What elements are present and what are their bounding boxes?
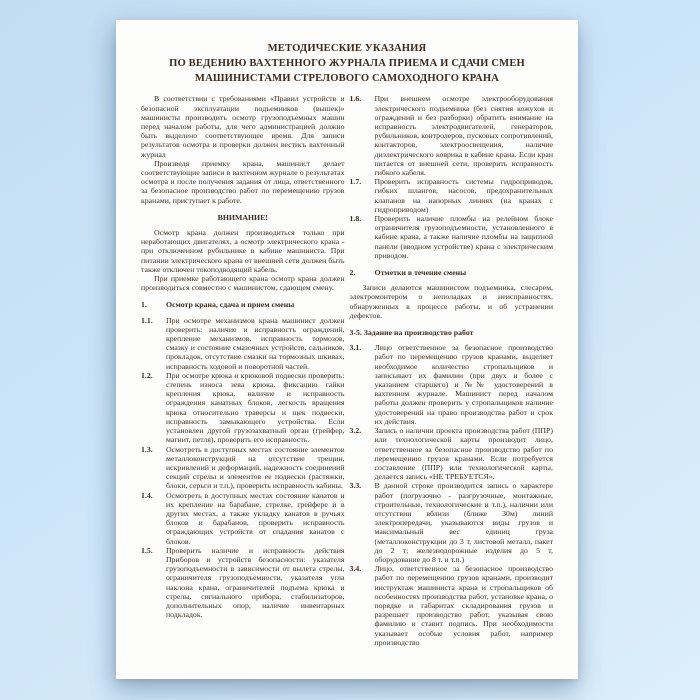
section-2-paragraph: Записи делаются машинистом подъемника, слесарем, электромонтером о неполадках и неисправностях, обнаруженных в процессе работы, и об устранении дефектов. — [349, 283, 553, 320]
clause-1-8 — [350, 214, 554, 260]
document-title — [141, 42, 553, 86]
intro-paragraph-2: Произведя приемку крана, машинист делает соответствующие записи в вахтенном журнале о результатах осмотра и после получения задания от лица, ответственного за безопасное производство работ по перемещению грузов кранами, приступает к работе. — [141, 158, 345, 205]
clause-number: 1.5. — [141, 545, 153, 555]
clause-number: 1.7. — [349, 177, 362, 187]
right-column — [350, 94, 554, 647]
clause-text: При осмотре механизмов крана машинист должен проверить: наличие и исправность ограждений, крепление механизмов, исправность тормозов, смазку и состояние смазочных устройств, сальников, прокладок, отсутствие смазки на тормозных шкивах, исправность ходовой и поворотной частей. — [166, 315, 345, 371]
clause-text: Лицо, ответственное за безопасное производство работ по перемещению грузов кранами, производит инструктаж машиниста крана и стропальщиков об особенностях производства работ, установке крана, о порядке и габаритах складирования грузов и разрешает производство работ, указывая свою фамилию и ставит подпись. При необходимости указывает особые условия работ, например производство — [374, 564, 553, 647]
clause-number: 1.2. — [141, 370, 153, 380]
clause-text: Осмотреть в доступных местах состояние элементов металлоконструкций на отсутствие трещин, искривлений и деформаций, надежность соединений секций стрелы и элементов ее подвески (растяжки, блоки, серьги и т.п.), проверить исправность кабины. — [166, 444, 345, 491]
attention-paragraph-1: Осмотр крана должен производиться только при неработающих двигателях, а осмотр электрического крана - при отключенном рубильнике в кабине машиниста. При питании электрического крана от внешней сети должен быть также отключен токоподводящий кабель. — [141, 228, 345, 274]
clause-text: При осмотре крюка и крюковой подвески проверить: степень износа зева крюка, фиксацию гайки крепления крюка, наличие и исправность ограждения канатных блоков, легкость вращения крюка относительно траверсы и щек подвески, исправность замыкающего устройства. Если установлен другой грузозахватный орган (грейфер, магнит, петля), проверить его исправность. — [166, 370, 345, 445]
clause-number: 1.3. — [141, 444, 153, 454]
attention-heading: ВНИМАНИЕ! — [217, 212, 268, 222]
clause-1-5 — [141, 546, 345, 620]
section-2-number: 2. — [349, 268, 356, 278]
clause-number: 3.3. — [349, 481, 362, 491]
section-2-heading — [350, 268, 554, 277]
clause-1-6 — [350, 94, 554, 177]
clause-text: Проверить наличие и исправность действия Приборов и устройств безопасности: указателя грузоподъемности в зависимости от вылета стрелы, ограничителя грузоподъемности, указателя угла наклона крана, ограничителей подъема крюка и стрелы, сигнального прибора, стабилизаторов, дополнительных опор, наличие инвентарных подкладок. — [166, 545, 345, 620]
title-line-3: МАШИНИСТАМИ СТРЕЛОВОГО САМОХОДНОГО КРАНА — [194, 72, 500, 84]
document-page — [116, 20, 578, 679]
clause-3-2 — [350, 426, 554, 481]
attention-paragraph-2: При приемке работающего крана осмотр крана должен производиться совместно с машинистом, сдающем смену. — [141, 274, 345, 293]
clause-1-1 — [141, 316, 345, 371]
clause-text: Осмотреть в доступных местах состояние канатов и их крепление на барабане, стрелке, грейфере и в других местах, а также укладку канатов в ручьях блоков и барабанов, проверить исправность ограждающих устройств от спадания канатов с блоков. — [166, 490, 345, 546]
clause-number: 3.2. — [349, 426, 362, 436]
clause-text: Лицо ответственное за безопасное производство работ по перемещению грузов кранами, выделяет необходимое количество стропальщиков и записывает их фамилии (при двух и более с указанием старшего) и №№ удостоверений в вахтенном журнале. Машинист перед началом работы должен проверить у стропальщиков наличие удостоверений на право производства работ и срок их действия. — [374, 343, 553, 426]
title-line-2: ПО ВЕДЕНИЮ ВАХТЕННОГО ЖУРНАЛА ПРИЕМА И СДАЧИ СМЕН — [169, 57, 525, 69]
clause-1-4 — [141, 491, 345, 546]
clause-number: 1.1. — [141, 315, 153, 325]
two-column-body — [141, 94, 553, 647]
clause-text: В данной строке производится запись о характере работ (погрузочно - разгрузочные, монтажные, строительные, технологические и т.п.), наличии или отсутствии вблизи (ближе 30м) линий электропередачи, указываются виды грузов и максимальный вес единиц груза (металлоконструкции до 3 т, листовой металл, пакет до 2 т; железнодорожные изделия до 5 т, оборудование до 8 т. и т.п.) — [374, 481, 553, 564]
clause-text: Проверить исправность системы гидроприводов, гибких шлангов, насосов, предохранительных клапанов на напорных линиях (на кранах с гидроприводом) — [374, 177, 553, 214]
section-1-title: Осмотр крана, сдача и прием смены — [166, 300, 295, 310]
left-column — [141, 94, 345, 647]
clause-number: 1.6. — [349, 94, 362, 104]
clause-3-1 — [350, 343, 554, 426]
clause-number: 1.4. — [141, 490, 153, 500]
clause-text: При внешнем осмотре электрооборудования электрического подъемника (без снятия кожухов и ограждений и без разборки) обратить внимание на исправность электродвигателей, генераторов, рубильников, контролеров, пусковых сопротивлений, контакторов, электроосвещения, наличие диэлектрического коврика в кабине крана. Если кран питается от внешней сети, проверить исправность гибкого кабеля. — [374, 94, 553, 178]
intro-paragraph-1: В соответствии с требованиями «Правил устройств и безопасной эксплуатации подъемников (вышек)» машинисты производить осмотр грузоподъемных машин перед началом работы, для чего администрацией должно быть выделено соответствующее время. Для записи результатов осмотра и проверки должен вестись вахтенный журнал — [141, 94, 345, 159]
clause-3-4 — [350, 564, 554, 647]
title-line-1: МЕТОДИЧЕСКИЕ УКАЗАНИЯ — [267, 43, 427, 54]
section-1-heading — [141, 300, 345, 309]
section-1-number: 1. — [141, 300, 147, 310]
clause-1-7 — [350, 177, 554, 214]
clause-text: Проверить наличие пломбы на релейном блоке ограничителя грузоподъемности, установленного в кабине крана, а также наличие пломбы на защитной панели (вводном устройстве) крана с электрическим приводом. — [374, 214, 553, 260]
clause-text: Запись о наличии проекта производства работ (ППР) или технологической карты производит лицо, ответственное за безопасное производство работ по перемещению грузов кранами. Если потребуется составление (ППР) или технологической карты, делается запись «НЕ ТРЕБУЕТСЯ». — [374, 426, 553, 482]
clause-1-3 — [141, 445, 345, 491]
clause-number: 3.4. — [349, 564, 362, 574]
section-2-title: Отметки в течение смены — [374, 268, 467, 278]
clause-number: 1.8. — [349, 214, 362, 224]
clause-3-3 — [350, 481, 554, 564]
clause-1-2 — [141, 371, 345, 445]
clause-number: 3.1. — [349, 343, 362, 353]
section-3-5-heading: 3-5. Задание на производство работ — [349, 328, 474, 338]
